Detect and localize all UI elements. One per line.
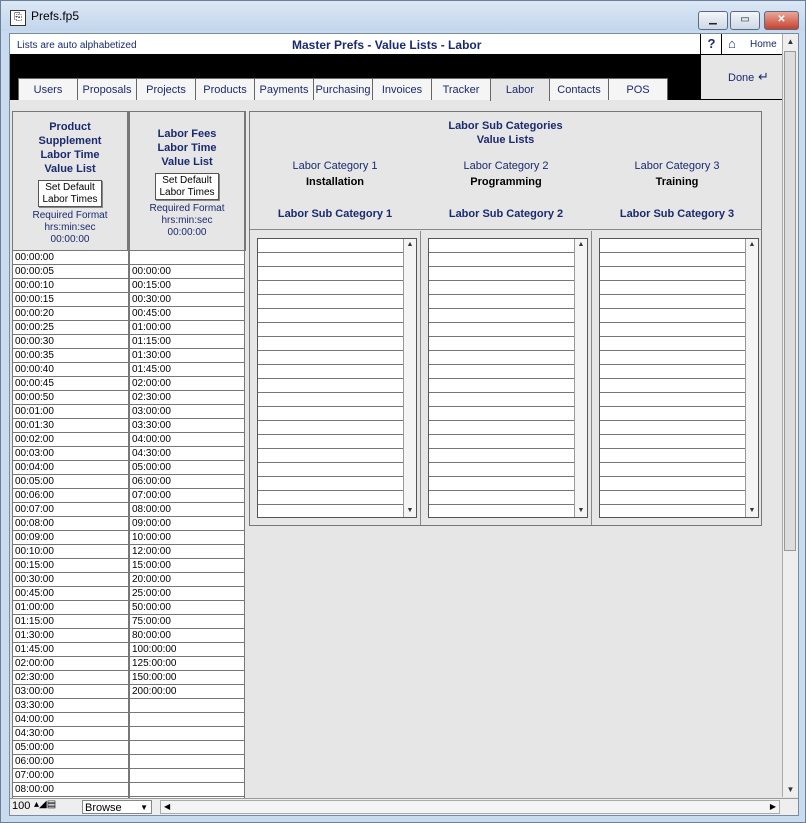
- list-item[interactable]: 01:00:00: [130, 321, 244, 335]
- list-item[interactable]: 07:00:00: [13, 769, 128, 783]
- list-item[interactable]: [429, 351, 575, 365]
- list-item[interactable]: [429, 365, 575, 379]
- list-item[interactable]: [130, 251, 244, 265]
- mode-value: Browse: [85, 802, 122, 814]
- list-item[interactable]: 50:00:00: [130, 601, 244, 615]
- format-units: hrs:min:sec: [161, 215, 213, 226]
- list-item[interactable]: 03:30:00: [13, 699, 128, 713]
- list-item[interactable]: [429, 491, 575, 505]
- tab-proposals[interactable]: Proposals: [77, 78, 137, 100]
- close-button[interactable]: ✕: [764, 11, 799, 30]
- divider: [591, 231, 592, 525]
- list-item[interactable]: 00:00:25: [13, 321, 128, 335]
- list-item[interactable]: [258, 337, 404, 351]
- scroll-thumb[interactable]: [784, 51, 796, 551]
- list-item[interactable]: [600, 253, 746, 267]
- product-supplement-title-3: Labor Time: [40, 149, 100, 161]
- list-item[interactable]: [258, 365, 404, 379]
- list-item[interactable]: 02:30:00: [130, 391, 244, 405]
- labor-sub-categories-panel: [249, 111, 762, 526]
- list-item[interactable]: 02:00:00: [130, 377, 244, 391]
- list-item[interactable]: [429, 295, 575, 309]
- format-example: 00:00:00: [167, 227, 207, 238]
- list-item[interactable]: [429, 323, 575, 337]
- list-item[interactable]: [429, 393, 575, 407]
- list-item[interactable]: [130, 755, 244, 769]
- list-item[interactable]: [130, 713, 244, 727]
- list-item[interactable]: 00:00:45: [13, 377, 128, 391]
- list-item[interactable]: 01:45:00: [13, 643, 128, 657]
- list-item[interactable]: 04:30:00: [13, 727, 128, 741]
- product-supplement-title-1: Product: [49, 121, 91, 133]
- list-item[interactable]: 07:00:00: [130, 489, 244, 503]
- list-item[interactable]: 00:03:00: [13, 447, 128, 461]
- labor-category-1-value[interactable]: Installation: [305, 176, 365, 188]
- list-item[interactable]: 00:30:00: [13, 573, 128, 587]
- set-default-label: Set Default: [162, 175, 212, 186]
- list-item[interactable]: 00:00:35: [13, 349, 128, 363]
- list-item[interactable]: 00:00:50: [13, 391, 128, 405]
- home-label: Home: [750, 39, 777, 50]
- list-item[interactable]: [429, 337, 575, 351]
- tab-tracker[interactable]: Tracker: [431, 78, 491, 100]
- list-item[interactable]: [258, 505, 404, 518]
- list-item[interactable]: 00:01:30: [13, 419, 128, 433]
- list-item[interactable]: 00:04:00: [13, 461, 128, 475]
- file-icon: ⎘: [10, 10, 26, 26]
- horizontal-scrollbar[interactable]: [160, 800, 780, 814]
- set-default-labor-times-button-2[interactable]: [155, 173, 219, 200]
- labor-sub-category-3-list[interactable]: [599, 238, 759, 518]
- list-item[interactable]: [600, 267, 746, 281]
- title-bar: [1, 1, 805, 31]
- scroll-up-icon[interactable]: ▲: [748, 241, 756, 248]
- list-item[interactable]: 00:00:10: [13, 279, 128, 293]
- list-item[interactable]: 00:30:00: [130, 293, 244, 307]
- list-item[interactable]: [258, 435, 404, 449]
- list-item[interactable]: [258, 281, 404, 295]
- scroll-up-icon[interactable]: ▲: [786, 37, 795, 46]
- list-scrollbar[interactable]: [403, 239, 416, 517]
- list-item[interactable]: 00:08:00: [13, 517, 128, 531]
- list-item[interactable]: [429, 435, 575, 449]
- required-format-label: Required Format: [149, 203, 225, 214]
- scroll-right-icon[interactable]: ▶: [769, 802, 776, 811]
- sub-categories-title-1: Labor Sub Categories: [448, 120, 563, 132]
- list-item[interactable]: 00:00:00: [130, 265, 244, 279]
- labor-category-3-value[interactable]: Training: [655, 176, 699, 188]
- list-item[interactable]: [600, 421, 746, 435]
- header-bar: [10, 34, 700, 55]
- list-item[interactable]: 05:00:00: [130, 461, 244, 475]
- list-item[interactable]: [258, 407, 404, 421]
- layout-area: [9, 33, 799, 816]
- list-item[interactable]: 00:00:00: [13, 251, 128, 265]
- list-item[interactable]: [429, 505, 575, 518]
- list-item[interactable]: 200:00:00: [130, 685, 244, 699]
- list-item[interactable]: 00:15:00: [13, 559, 128, 573]
- labor-sub-category-2-heading: Labor Sub Category 2: [448, 208, 564, 220]
- list-item[interactable]: 03:00:00: [13, 685, 128, 699]
- list-item[interactable]: [429, 407, 575, 421]
- list-item[interactable]: 80:00:00: [130, 629, 244, 643]
- tab-projects[interactable]: Projects: [136, 78, 196, 100]
- list-item[interactable]: [258, 267, 404, 281]
- set-default-label: Set Default: [45, 182, 95, 193]
- labor-category-2-value[interactable]: Programming: [470, 176, 542, 188]
- list-item[interactable]: [429, 379, 575, 393]
- list-item[interactable]: [429, 463, 575, 477]
- format-units: hrs:min:sec: [44, 222, 96, 233]
- list-item[interactable]: 03:30:00: [130, 419, 244, 433]
- list-item[interactable]: [429, 281, 575, 295]
- list-item[interactable]: 01:30:00: [130, 349, 244, 363]
- list-item[interactable]: 02:00:00: [13, 657, 128, 671]
- list-item[interactable]: 00:01:00: [13, 405, 128, 419]
- labor-times-label: Labor Times: [42, 194, 98, 205]
- list-item[interactable]: 08:00:00: [13, 783, 128, 797]
- product-supplement-title-2: Supplement: [38, 135, 102, 147]
- maximize-button[interactable]: ▭: [730, 11, 760, 30]
- labor-sub-category-1-heading: Labor Sub Category 1: [277, 208, 393, 220]
- list-item[interactable]: 01:45:00: [130, 363, 244, 377]
- list-item[interactable]: [600, 477, 746, 491]
- list-item[interactable]: [600, 379, 746, 393]
- list-item[interactable]: [130, 783, 244, 797]
- list-item[interactable]: 00:00:05: [13, 265, 128, 279]
- tab-purchasing[interactable]: Purchasing: [313, 78, 373, 100]
- list-item[interactable]: 00:09:00: [13, 531, 128, 545]
- labor-times-label: Labor Times: [159, 187, 215, 198]
- list-item[interactable]: 25:00:00: [130, 587, 244, 601]
- scroll-down-icon[interactable]: ▼: [406, 507, 414, 514]
- zoom-icon[interactable]: ▴◢▤: [34, 799, 57, 810]
- list-item[interactable]: [258, 449, 404, 463]
- list-item[interactable]: 04:00:00: [13, 713, 128, 727]
- list-item[interactable]: [258, 309, 404, 323]
- product-supplement-value-list[interactable]: [12, 251, 129, 798]
- labor-sub-category-1-list[interactable]: [257, 238, 417, 518]
- list-item[interactable]: [130, 699, 244, 713]
- list-item[interactable]: [600, 309, 746, 323]
- scroll-down-icon[interactable]: ▼: [577, 507, 585, 514]
- labor-fees-title-1: Labor Fees: [157, 128, 217, 140]
- list-item[interactable]: [130, 727, 244, 741]
- list-item[interactable]: 01:15:00: [130, 335, 244, 349]
- list-item[interactable]: 01:30:00: [13, 629, 128, 643]
- list-item[interactable]: 100:00:00: [130, 643, 244, 657]
- list-item[interactable]: 00:45:00: [130, 307, 244, 321]
- list-item[interactable]: 00:02:00: [13, 433, 128, 447]
- list-item[interactable]: 02:30:00: [13, 671, 128, 685]
- list-item[interactable]: [429, 449, 575, 463]
- list-item[interactable]: 00:10:00: [13, 545, 128, 559]
- list-item[interactable]: 15:00:00: [130, 559, 244, 573]
- labor-fees-title-2: Labor Time: [157, 142, 217, 154]
- list-item[interactable]: 08:00:00: [130, 503, 244, 517]
- help-button[interactable]: ?: [700, 34, 722, 55]
- labor-sub-category-2-list[interactable]: [428, 238, 588, 518]
- list-item[interactable]: [600, 365, 746, 379]
- list-scrollbar[interactable]: [745, 239, 758, 517]
- scroll-down-icon[interactable]: ▼: [748, 507, 756, 514]
- zoom-level[interactable]: 100: [12, 800, 31, 812]
- tab-pos[interactable]: POS: [608, 78, 668, 100]
- list-item[interactable]: 00:07:00: [13, 503, 128, 517]
- list-item[interactable]: [600, 463, 746, 477]
- product-supplement-title-4: Value List: [44, 163, 96, 175]
- labor-fees-value-list[interactable]: [129, 251, 245, 798]
- tab-payments[interactable]: Payments: [254, 78, 314, 100]
- list-item[interactable]: [600, 323, 746, 337]
- scroll-down-icon[interactable]: ▼: [786, 785, 795, 794]
- list-item[interactable]: 00:00:30: [13, 335, 128, 349]
- list-item[interactable]: 75:00:00: [130, 615, 244, 629]
- set-default-labor-times-button-1[interactable]: [38, 180, 102, 207]
- list-item[interactable]: 20:00:00: [130, 573, 244, 587]
- list-item[interactable]: 03:00:00: [130, 405, 244, 419]
- list-item[interactable]: [600, 505, 746, 518]
- list-item[interactable]: 150:00:00: [130, 671, 244, 685]
- labor-fees-title-3: Value List: [161, 156, 213, 168]
- list-item[interactable]: [600, 337, 746, 351]
- list-item[interactable]: [258, 421, 404, 435]
- list-item[interactable]: 00:00:15: [13, 293, 128, 307]
- return-arrow-icon: ↵: [758, 69, 769, 84]
- list-item[interactable]: [429, 267, 575, 281]
- list-item[interactable]: [600, 393, 746, 407]
- sub-categories-title-2: Value Lists: [476, 134, 535, 146]
- scroll-left-icon[interactable]: ◀: [164, 802, 171, 811]
- list-item[interactable]: [600, 449, 746, 463]
- labor-fees-header: [129, 111, 246, 251]
- list-item[interactable]: 04:00:00: [130, 433, 244, 447]
- home-icon: ⌂: [728, 36, 736, 51]
- labor-category-3-label: Labor Category 3: [634, 160, 720, 172]
- list-item[interactable]: [130, 769, 244, 783]
- list-item[interactable]: [258, 351, 404, 365]
- list-item[interactable]: [258, 379, 404, 393]
- tab-labor[interactable]: Labor: [490, 78, 550, 101]
- list-item[interactable]: 00:00:20: [13, 307, 128, 321]
- divider: [250, 229, 761, 230]
- list-item[interactable]: [258, 295, 404, 309]
- list-item[interactable]: 00:05:00: [13, 475, 128, 489]
- list-item[interactable]: [600, 491, 746, 505]
- list-item[interactable]: [429, 477, 575, 491]
- mode-select[interactable]: [82, 800, 152, 814]
- auto-alphabetized-note: Lists are auto alphabetized: [17, 40, 137, 51]
- tab-contacts[interactable]: Contacts: [549, 78, 609, 100]
- list-item[interactable]: [600, 281, 746, 295]
- list-item[interactable]: [429, 309, 575, 323]
- list-item[interactable]: 04:30:00: [130, 447, 244, 461]
- labor-sub-category-3-heading: Labor Sub Category 3: [619, 208, 735, 220]
- format-example: 00:00:00: [50, 234, 90, 245]
- scroll-up-icon[interactable]: ▲: [406, 241, 414, 248]
- list-item[interactable]: [258, 491, 404, 505]
- divider: [420, 231, 421, 525]
- tab-products[interactable]: Products: [195, 78, 255, 100]
- required-format-label: Required Format: [32, 210, 108, 221]
- list-item[interactable]: [130, 741, 244, 755]
- list-item[interactable]: [600, 295, 746, 309]
- list-item[interactable]: 05:00:00: [13, 741, 128, 755]
- list-item[interactable]: [600, 239, 746, 253]
- window-title: Prefs.fp5: [31, 9, 80, 23]
- list-scrollbar[interactable]: [574, 239, 587, 517]
- chevron-down-icon: ▼: [140, 803, 148, 812]
- list-item[interactable]: 12:00:00: [130, 545, 244, 559]
- done-label: Done: [728, 72, 755, 84]
- scroll-up-icon[interactable]: ▲: [577, 241, 585, 248]
- list-item[interactable]: [600, 351, 746, 365]
- list-item[interactable]: [429, 239, 575, 253]
- list-item[interactable]: 125:00:00: [130, 657, 244, 671]
- labor-category-1-label: Labor Category 1: [292, 160, 378, 172]
- list-item[interactable]: 00:45:00: [13, 587, 128, 601]
- minimize-button[interactable]: ▁: [698, 11, 728, 30]
- labor-category-2-label: Labor Category 2: [463, 160, 549, 172]
- list-item[interactable]: [600, 435, 746, 449]
- list-item[interactable]: 01:00:00: [13, 601, 128, 615]
- list-item[interactable]: [258, 477, 404, 491]
- list-item[interactable]: [258, 323, 404, 337]
- tab-invoices[interactable]: Invoices: [372, 78, 432, 100]
- product-supplement-header: [12, 111, 129, 251]
- list-item[interactable]: 00:06:00: [13, 489, 128, 503]
- list-item[interactable]: [429, 421, 575, 435]
- list-item[interactable]: [258, 463, 404, 477]
- list-item[interactable]: 06:00:00: [13, 755, 128, 769]
- tab-users[interactable]: Users: [18, 78, 78, 100]
- list-item[interactable]: [429, 253, 575, 267]
- list-item[interactable]: [258, 239, 404, 253]
- list-item[interactable]: [258, 393, 404, 407]
- list-item[interactable]: [258, 253, 404, 267]
- list-item[interactable]: 09:00:00: [130, 517, 244, 531]
- status-bar: [10, 798, 798, 816]
- list-item[interactable]: 01:15:00: [13, 615, 128, 629]
- list-item[interactable]: 00:15:00: [130, 279, 244, 293]
- list-item[interactable]: 00:00:40: [13, 363, 128, 377]
- list-item[interactable]: 10:00:00: [130, 531, 244, 545]
- list-item[interactable]: [600, 407, 746, 421]
- page-title: Master Prefs - Value Lists - Labor: [292, 38, 482, 52]
- list-item[interactable]: 06:00:00: [130, 475, 244, 489]
- vertical-scrollbar[interactable]: [782, 34, 798, 797]
